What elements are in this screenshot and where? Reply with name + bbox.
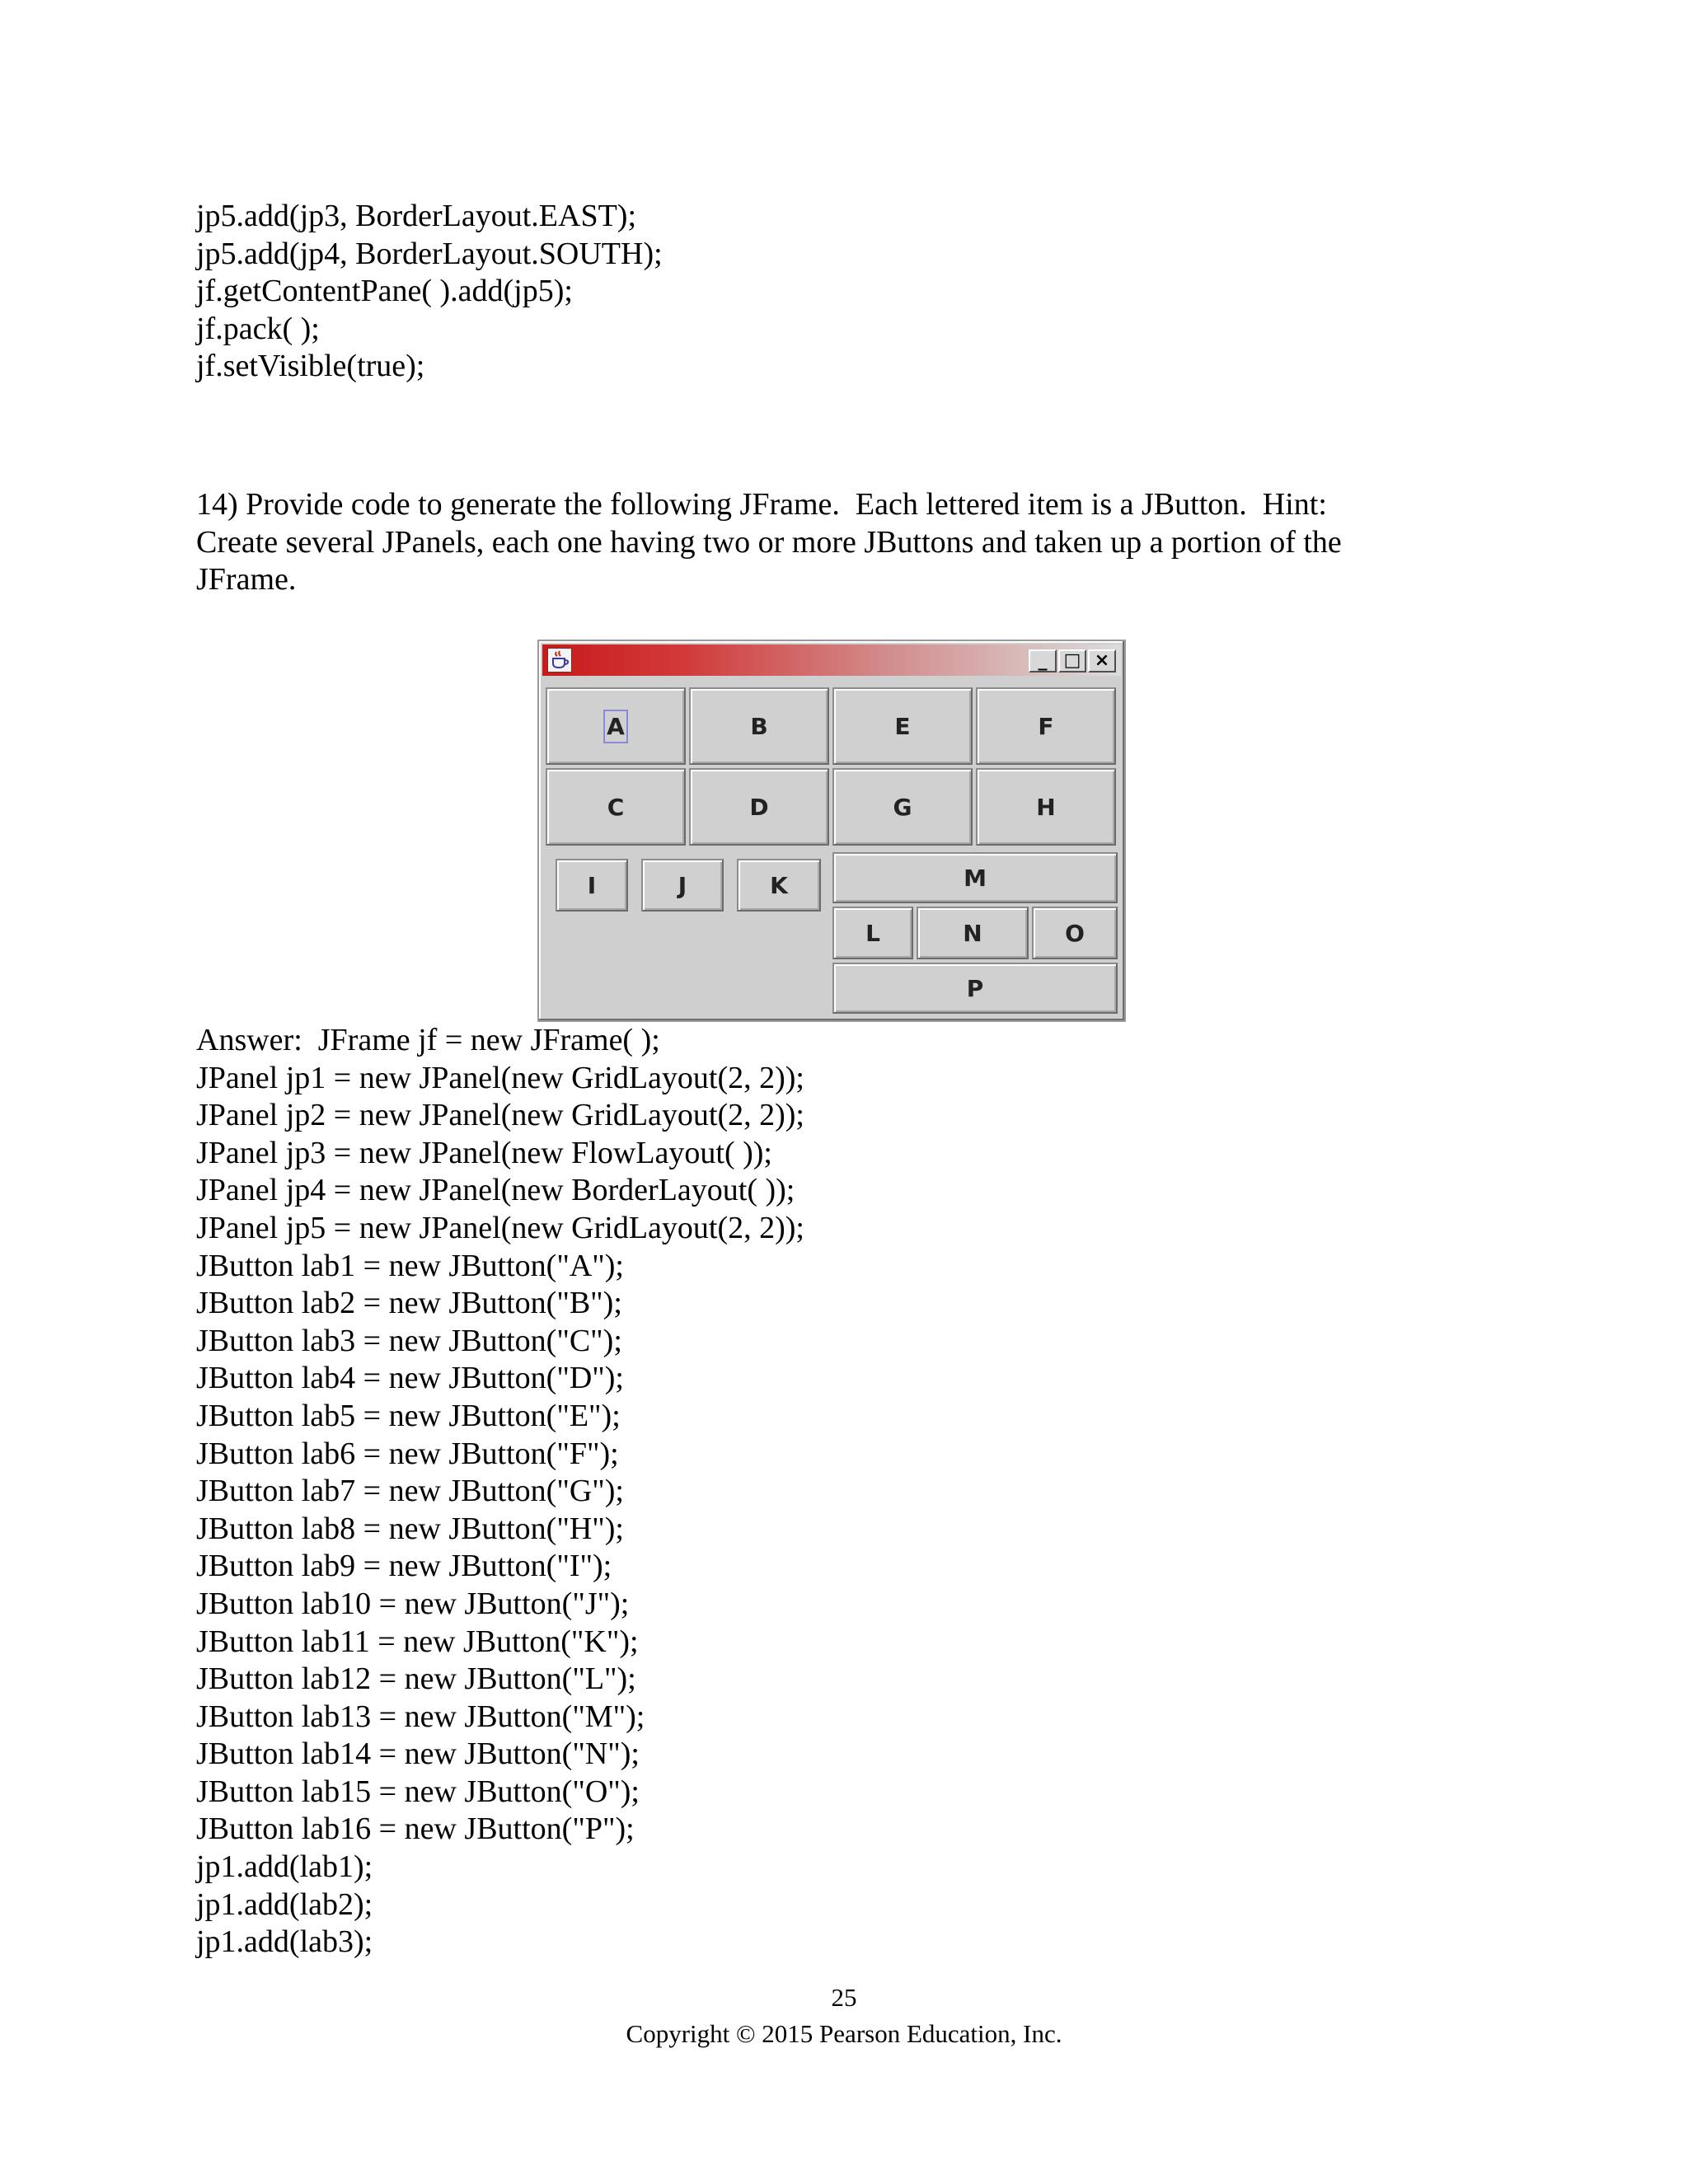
button-label: A (607, 712, 625, 740)
jbutton-k[interactable] (737, 859, 821, 912)
jbutton-e[interactable] (832, 687, 973, 765)
jbutton-p[interactable] (832, 963, 1118, 1014)
code-line: JButton lab16 = new JButton("P"); (196, 1811, 635, 1847)
jbutton-n[interactable] (917, 907, 1029, 959)
jbutton-a[interactable] (546, 687, 686, 765)
button-label: E (894, 712, 911, 740)
jbutton-m[interactable] (832, 852, 1118, 903)
close-button[interactable]: × (1088, 649, 1116, 673)
question-14 (196, 486, 1432, 599)
copyright-notice: Copyright © 2015 Pearson Education, Inc. (626, 2019, 1062, 2048)
code-line: jp1.add(lab1); (196, 1849, 373, 1885)
code-line: jp5.add(jp3, BorderLayout.EAST); (196, 199, 637, 233)
button-label: L (865, 919, 880, 947)
code-line: JButton lab3 = new JButton("C"); (196, 1323, 622, 1358)
jbutton-h[interactable] (976, 768, 1116, 846)
button-label: M (964, 864, 987, 892)
window-titlebar (542, 644, 1121, 676)
button-label: N (963, 919, 982, 947)
code-line: jf.getContentPane( ).add(jp5); (196, 274, 573, 309)
code-line: JButton lab11 = new JButton("K"); (196, 1624, 639, 1659)
button-label: O (1065, 919, 1085, 947)
jbutton-o[interactable] (1032, 907, 1118, 959)
code-line: JPanel jp5 = new JPanel(new GridLayout(2, 2)); (196, 1210, 804, 1245)
code-line: jp1.add(lab3); (196, 1924, 373, 1960)
jbutton-i[interactable] (556, 859, 628, 912)
code-line: JPanel jp3 = new JPanel(new FlowLayout( )); (196, 1135, 772, 1170)
jbutton-f[interactable] (976, 687, 1116, 765)
button-label: I (587, 871, 597, 899)
button-label: D (749, 793, 769, 821)
java-cup-icon (547, 648, 572, 673)
code-line: JPanel jp2 = new JPanel(new GridLayout(2, 2)); (196, 1098, 804, 1133)
button-label: K (770, 871, 788, 899)
code-line: JButton lab4 = new JButton("D"); (196, 1361, 624, 1396)
code-line: jp1.add(lab2); (196, 1886, 373, 1922)
question-line: Create several JPanels, each one having two or more JButtons and taken up a portion of the (196, 524, 1342, 560)
answer-line: Answer: JFrame jf = new JFrame( ); (196, 1023, 660, 1057)
code-line: JButton lab1 = new JButton("A"); (196, 1248, 624, 1283)
jbutton-c[interactable] (546, 768, 686, 846)
button-label: F (1038, 712, 1054, 740)
jbutton-j[interactable] (641, 859, 724, 912)
button-label: G (893, 793, 912, 821)
code-line: JPanel jp1 = new JPanel(new GridLayout(2, 2)); (196, 1060, 804, 1095)
button-label: J (678, 871, 687, 899)
jbutton-l[interactable] (832, 907, 913, 959)
code-line: jp5.add(jp4, BorderLayout.SOUTH); (196, 236, 663, 271)
button-label: H (1036, 793, 1056, 821)
button-label: B (750, 712, 768, 740)
code-line: JButton lab10 = new JButton("J"); (196, 1586, 630, 1621)
code-line: JButton lab15 = new JButton("O"); (196, 1774, 640, 1809)
code-line: JButton lab8 = new JButton("H"); (196, 1511, 624, 1546)
code-line: JButton lab9 = new JButton("I"); (196, 1549, 612, 1584)
jbutton-g[interactable] (832, 768, 973, 846)
jbutton-d[interactable] (689, 768, 829, 846)
question-line: JFrame. (196, 562, 297, 598)
code-line: jf.setVisible(true); (196, 349, 425, 384)
code-line: JButton lab2 = new JButton("B"); (196, 1286, 622, 1321)
jbutton-b[interactable] (689, 687, 829, 765)
code-line: JButton lab6 = new JButton("F"); (196, 1436, 619, 1471)
minimize-button[interactable]: _ (1029, 649, 1057, 673)
code-line: JButton lab7 = new JButton("G"); (196, 1474, 624, 1509)
code-block-top (196, 198, 663, 386)
answer-code-block (196, 1022, 804, 1961)
page-number: 25 (831, 1983, 857, 2012)
jframe-screenshot (537, 640, 1126, 1022)
code-line: JButton lab12 = new JButton("L"); (196, 1661, 636, 1697)
button-label: P (966, 974, 984, 1002)
question-line: 14) Provide code to generate the following JFrame. Each lettered item is a JButton. Hint: (196, 487, 1327, 522)
code-line: JButton lab5 = new JButton("E"); (196, 1398, 621, 1433)
code-line: JButton lab13 = new JButton("M"); (196, 1699, 645, 1734)
button-label: C (607, 793, 625, 821)
code-line: jf.pack( ); (196, 311, 320, 346)
maximize-button[interactable]: □ (1058, 649, 1086, 673)
code-line: JButton lab14 = new JButton("N"); (196, 1736, 640, 1772)
code-line: JPanel jp4 = new JPanel(new BorderLayout( )); (196, 1173, 795, 1208)
